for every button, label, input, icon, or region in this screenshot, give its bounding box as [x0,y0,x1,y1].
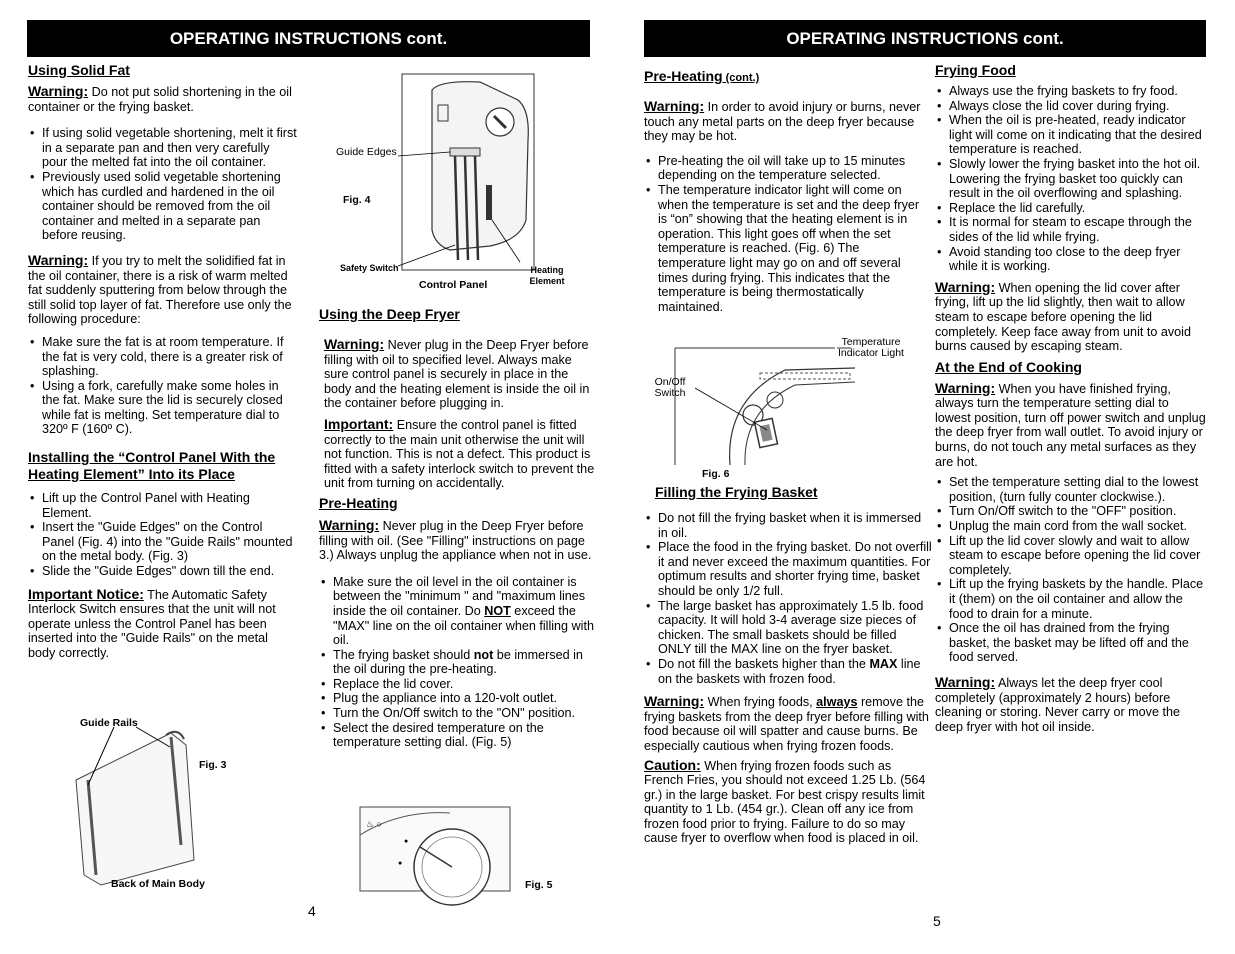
final-warning: Warning: Always let the deep fryer cool completely (approximately 2 hours) before cleaning or storing. Never carry or move the deep fryer with hot oil inside. [935,673,1180,734]
left-page-banner: OPERATING INSTRUCTIONS cont. [27,20,590,57]
list-item: • Plug the appliance into a 120-volt outlet. [319,691,597,706]
list-item: • Lift up the Control Panel with Heating Element. [28,491,298,520]
list-item: • Make sure the oil level in the oil container is between the "minimum " and "maximum lines inside the oil container. Do NOT exceed the "MAX" line on the oil container when filling with oil. [319,575,597,648]
list-item: • When the oil is pre-heated, ready indicator light will come on it indicating that the desired temperature is reached. [935,113,1207,157]
fig3-guide-rails-illustration [66,725,206,885]
deep-fryer-warning: Warning: Never plug in the Deep Fryer before filling with oil to specified level. Always make sure control panel is securely in place in the body and the heating element is inside the oil in the container before plugging in. [324,336,590,411]
list-item: • Place the food in the frying basket. Do not overfill it and never exceed the maximum quantities. For optimum results and shorter frying time, basket should be only 1/2 full. [644,540,932,598]
important-notice: Important Notice: The Automatic Safety Interlock Switch ensures that the unit will not operate unless the Control Panel has been inserted into the "Guide Rails" on the metal body correctly. [28,585,276,660]
pre-heating-cont-warning: Warning: In order to avoid injury or burns, never touch any metal parts on the deep fryer because they may be hot. [644,98,921,144]
pre-heating-bullets [319,575,597,750]
list-item: • Turn On/Off switch to the "OFF" position. [935,504,1207,519]
list-item: • Slowly lower the frying basket into the hot oil. Lowering the frying basket too quickly can result in the oil overflowing and splashing. [935,157,1207,201]
heading-pre-heating-cont: Pre-Heating (cont.) [644,68,760,84]
list-item: • Always use the frying baskets to fry food. [935,84,1207,99]
end-of-cooking-bullets [935,475,1207,665]
list-item: • Avoid standing too close to the deep fryer while it is working. [935,245,1207,274]
filling-warning: Warning: When frying foods, always remove the frying baskets from the deep fryer before filling with food because oil will spatter and cause burns. Be especially cautious when frying frozen foods. [644,693,929,753]
list-item: • Insert the "Guide Edges" on the Control Panel (Fig. 4) into the "Guide Rails" mounted on the metal body. (Fig. 3) [28,520,298,564]
heading-end-of-cooking: At the End of Cooking [935,358,1082,375]
list-item: • Turn the On/Off switch to the "ON" position. [319,706,597,721]
right-page-banner: OPERATING INSTRUCTIONS cont. [644,20,1206,57]
fig4-label-safety-switch: Safety Switch [340,263,399,273]
right-column-2 [935,62,1207,742]
svg-text:●: ● [404,838,409,845]
fig5-caption: Fig. 5 [525,879,553,891]
list-item: • Lift up the lid cover slowly and wait to allow steam to escape before opening the lid cover completely. [935,534,1207,578]
fig4-label-heating-element: Heating Element [529,265,565,286]
list-item: • The large basket has approximately 1.5 lb. food capacity. It will hold 3-4 average size pieces of chicken. The small baskets should be filled ONLY till the MAX line on the fryer basket. [644,599,932,657]
fig6-label-temperature-indicator-light: Temperature Indicator Light [838,336,904,359]
frying-food-warning: Warning: When opening the lid cover after frying, lift up the lid slightly, then wait to allow steam to escape before opening the lid completely. Keep face away from unit to avoid burns caused by escaping steam. [935,278,1191,354]
list-item: • Replace the lid cover. [319,677,597,692]
solid-fat-bullets-1 [28,126,298,243]
left-column-2 [319,306,597,758]
installing-bullets [28,491,298,579]
fig3-label-guide-rails: Guide Rails [80,717,138,729]
deep-fryer-important: Important: Ensure the control panel is fitted correctly to the main unit otherwise the unit will not function. This is not a defect. This product is fitted with a safety interlock switch to prevent the unit from turning on accidentally. [324,415,595,491]
fig5-temperature-dial-illustration [360,805,520,891]
list-item: • Always close the lid cover during frying. [935,99,1207,114]
heading-frying-food: Frying Food [935,62,1016,78]
list-item: • The frying basket should not be immersed in the oil during the pre-heating. [319,648,597,677]
left-page-number: 4 [308,903,316,919]
end-of-cooking-warning: Warning: When you have finished frying, always turn the temperature setting dial to lowest position, turn off power switch and unplug the deep fryer from wall outlet. To avoid injury or burns, do not touch any metal surfaces as they are hot. [935,379,1206,469]
fig6-indicator-switch-illustration [655,340,855,470]
fig6-label-on-off-switch: On/Off Switch [654,376,686,399]
list-item: • Previously used solid vegetable shortening which has curdled and hardened in the oil container should be removed from the oil container and melted in a separate pan before reusing. [28,170,298,243]
list-item: • It is normal for steam to escape through the sides of the lid while frying. [935,215,1207,244]
list-item: • Select the desired temperature on the temperature setting dial. (Fig. 5) [319,721,597,750]
heading-using-deep-fryer: Using the Deep Fryer [319,306,460,322]
right-page-number: 5 [933,913,941,929]
heading-installing-control-panel: Installing the “Control Panel With the Heating Element” Into its Place [28,449,276,483]
pre-heating-warning: Warning: Never plug in the Deep Fryer before filling with oil. (See "Filling" instructions on page 3.) Always unplug the appliance when not in use. [319,516,592,563]
list-item: • Unplug the main cord from the wall socket. [935,519,1207,534]
right-column-1 [644,68,930,322]
list-item: • Make sure the fat is at room temperature. If the fat is very cold, there is a greater risk of splashing. [28,335,298,379]
list-item: • Set the temperature setting dial to the lowest position, (turn fully counter clockwise.). [935,475,1207,504]
list-item: • Lift up the frying baskets by the handle. Place it (them) on the oil container and allow the food to drain for a minute. [935,577,1207,621]
fig4-label-control-panel: Control Panel [419,279,488,291]
left-column-1 [28,62,298,669]
list-item: • Do not fill the frying basket when it is immersed in oil. [644,511,932,540]
list-item: • Replace the lid carefully. [935,201,1207,216]
fig4-control-panel-illustration [340,70,580,290]
heading-using-solid-fat: Using Solid Fat [28,62,130,78]
pre-heating-cont-bullets [644,154,930,315]
svg-text:♨ ○: ♨ ○ [366,819,383,829]
fig3-caption: Fig. 3 [199,759,227,771]
solid-fat-warning-1: Warning: Do not put solid shortening in the oil container or the frying basket. [28,83,292,114]
list-item: • Pre-heating the oil will take up to 15 minutes depending on the temperature selected. [644,154,930,183]
right-column-1-continued [644,484,932,854]
heading-filling-frying-basket: Filling the Frying Basket [655,484,818,500]
frying-food-bullets [935,84,1207,274]
list-item: • Do not fill the baskets higher than the MAX line on the baskets with frozen food. [644,657,932,686]
fig4-label-guide-edges: Guide Edges [336,146,397,158]
svg-text:●: ● [398,860,403,867]
filling-caution: Caution: When frying frozen foods such as French Fries, you should not exceed 1.25 Lb. (564 gr.) in the large basket. For best crispy results limit quantity to 1 Lb. (454 gr.). Clean off any ice from frozen food prior to frying. Failure to do so may cause fryer to overflow when food is placed in oil. [644,756,926,846]
solid-fat-warning-2: Warning: If you try to melt the solidified fat in the oil container, there is a risk of warm melted fat suddenly sputtering from below through the still solid top layer of fat. Therefore use only the following procedure: [28,251,292,327]
filling-bullets [644,511,932,686]
list-item: • If using solid vegetable shortening, melt it first in a separate pan and then very carefully pour the melted fat into the oil container. [28,126,298,170]
list-item: • The temperature indicator light will come on when the temperature is set and the deep fryer is “on” showing that the heating element is in operation. This light goes off when the set temperature is reached. (Fig. 6) The temperature light may go on and off several times during frying. This indicates that the temperature is being thermostatically maintained. [644,183,930,314]
solid-fat-bullets-2 [28,335,298,437]
list-item: • Once the oil has drained from the frying basket, the basket may be lifted off and the food served. [935,621,1207,665]
fig3-label-back-of-main-body: Back of Main Body [111,878,205,890]
list-item: • Slide the "Guide Edges" down till the end. [28,564,298,579]
list-item: • Using a fork, carefully make some holes in the fat. Make sure the lid is securely closed while fat is melting. Set temperature dial to 320º F (160º C). [28,379,298,437]
fig6-caption: Fig. 6 [702,468,730,480]
fig4-caption: Fig. 4 [343,194,371,206]
heading-pre-heating: Pre-Heating [319,494,398,511]
